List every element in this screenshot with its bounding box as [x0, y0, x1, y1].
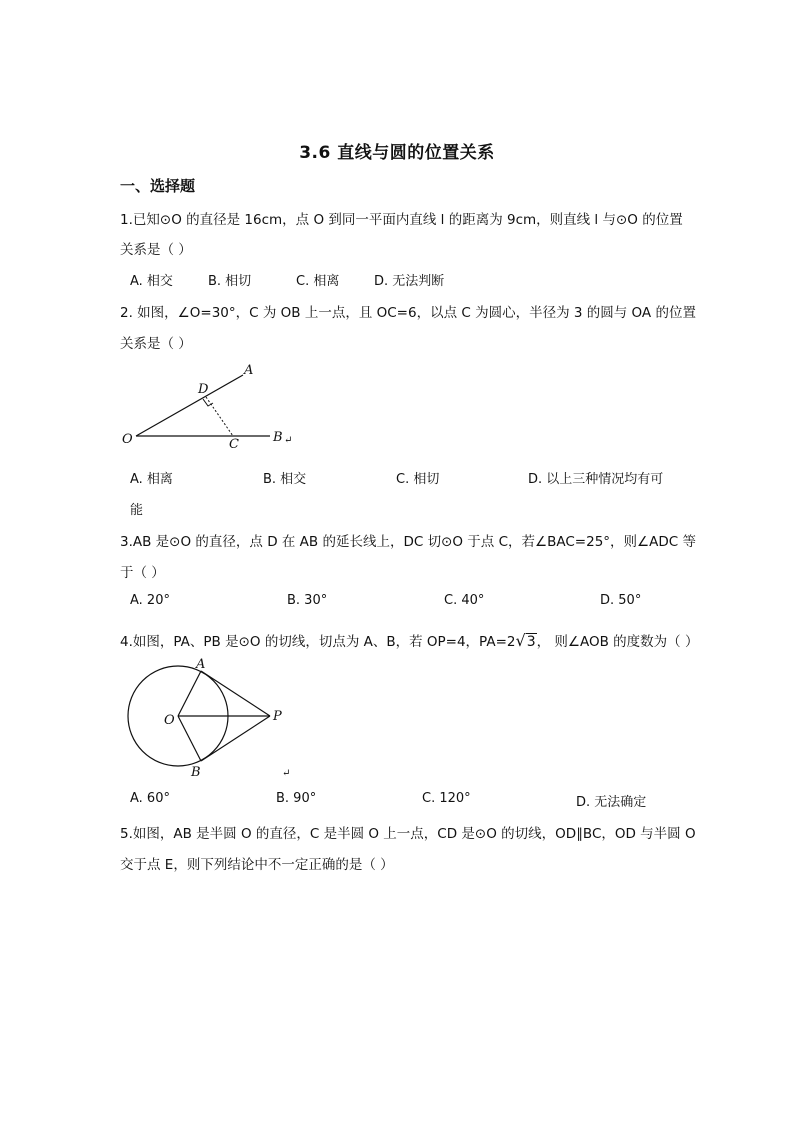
label-a: A	[196, 657, 206, 672]
q2-option-d-cont: 能	[130, 503, 144, 518]
radius-ob	[178, 716, 201, 761]
label-b: B	[191, 765, 201, 780]
radius-oa	[178, 671, 201, 716]
tangent-pb	[201, 716, 270, 761]
label-d: D	[198, 382, 209, 397]
sqrt-radicand: 3	[526, 634, 536, 650]
q1-option-b: B. 相切	[208, 274, 252, 289]
q4-option-d: D. 无法确定	[576, 795, 647, 810]
q4-option-b: B. 90°	[276, 791, 317, 806]
q4-text-a: 4.如图，PA、PB 是⊙O 的切线，切点为 A、B，若 OP=4，PA=2	[120, 634, 516, 650]
q2-option-b: B. 相交	[263, 472, 307, 487]
q2-option-d: D. 以上三种情况均有可	[528, 472, 664, 487]
q2-figure	[118, 360, 298, 455]
return-mark: ↵	[282, 768, 291, 779]
q4-figure	[118, 655, 308, 780]
return-mark: ↵	[284, 435, 293, 446]
perpendicular-dc	[206, 397, 233, 436]
q1-line2: 关系是（ ）	[120, 242, 192, 258]
q3-line2: 于（ ）	[120, 565, 165, 581]
q4-text-b: ， 则∠AOB 的度数为（ ）	[536, 634, 699, 650]
q1-option-a: A. 相交	[130, 274, 173, 289]
q4-option-a: A. 60°	[130, 791, 170, 806]
label-b: B	[273, 430, 283, 445]
q4-line1	[120, 630, 698, 650]
q3-option-d: D. 50°	[600, 593, 642, 608]
q5-line1: 5.如图，AB 是半圆 O 的直径，C 是半圆 O 上一点，CD 是⊙O 的切线，OD∥BC，OD 与半圆 O	[120, 826, 696, 842]
q4-option-c: C. 120°	[422, 791, 471, 806]
label-c: C	[229, 437, 239, 452]
q3-option-c: C. 40°	[444, 593, 485, 608]
q5-line2: 交于点 E，则下列结论中不一定正确的是（ ）	[120, 857, 394, 873]
q2-option-c: C. 相切	[396, 472, 440, 487]
label-a: A	[244, 363, 254, 378]
q3-option-b: B. 30°	[287, 593, 328, 608]
q1-option-c: C. 相离	[296, 274, 340, 289]
q3-option-a: A. 20°	[130, 593, 170, 608]
q2-line2: 关系是（ ）	[120, 336, 192, 352]
label-p: P	[273, 709, 282, 724]
q2-option-a: A. 相离	[130, 472, 173, 487]
page-title: 3.6 直线与圆的位置关系	[299, 143, 495, 163]
q3-line1: 3.AB 是⊙O 的直径，点 D 在 AB 的延长线上，DC 切⊙O 于点 C，若∠BAC=25°，则∠ADC 等	[120, 534, 696, 550]
q1-line1: 1.已知⊙O 的直径是 16cm，点 O 到同一平面内直线 l 的距离为 9cm，则直线 l 与⊙O 的位置	[120, 212, 683, 228]
tangent-pa	[201, 671, 270, 716]
section-heading: 一、选择题	[120, 177, 196, 195]
q1-option-d: D. 无法判断	[374, 274, 445, 289]
label-o: O	[122, 432, 133, 447]
q2-line1: 2. 如图，∠O=30°，C 为 OB 上一点，且 OC=6，以点 C 为圆心，半径为 3 的圆与 OA 的位置	[120, 305, 696, 321]
label-o: O	[164, 713, 175, 728]
sqrt-3: √3	[515, 631, 536, 650]
